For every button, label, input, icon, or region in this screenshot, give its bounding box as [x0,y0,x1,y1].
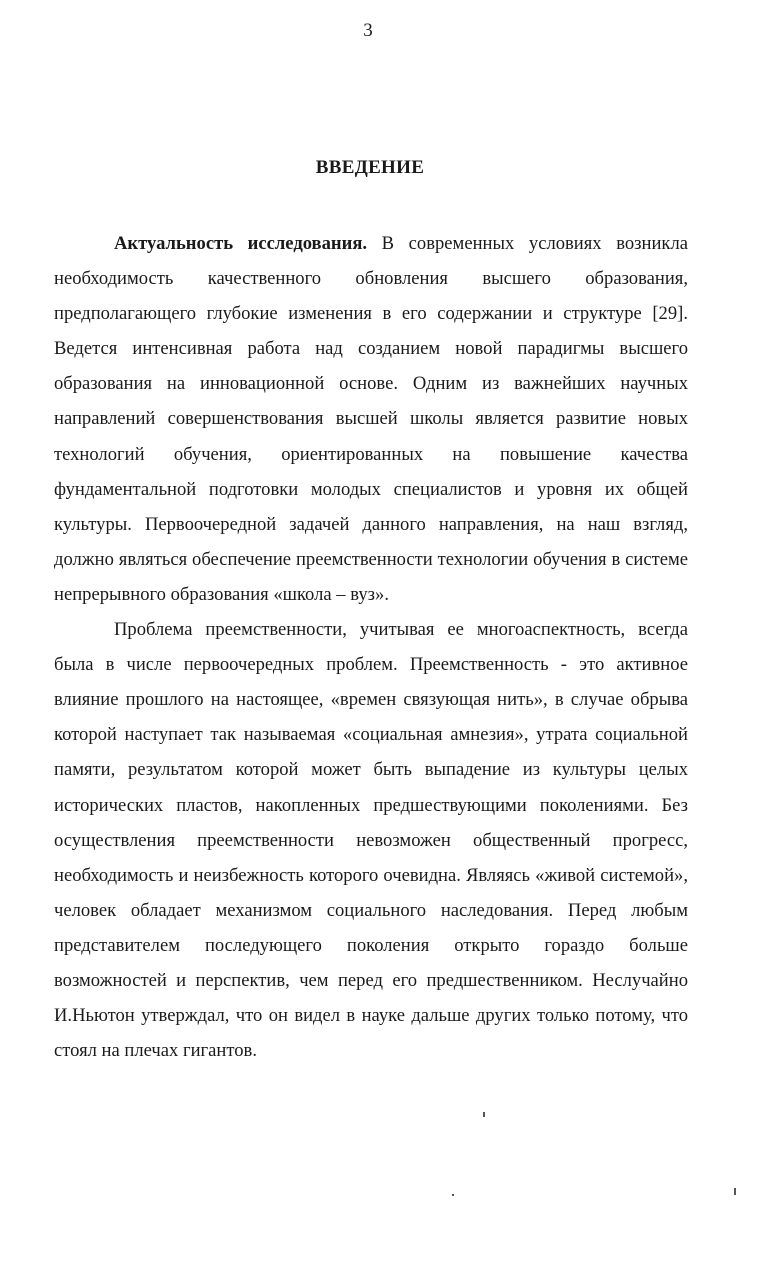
paragraph-text: В современных условиях возникла необходимость качественного обновления высшего образования, предполагающего глубокие изменения в его содержании и структуре [29]. Ведется интенсивная работа над созданием новой парадигмы высшего образования на инновационной основе. Одним из важнейших научных направлений совершенствования высшей школы является развитие новых технологий обучения, ориентированных на повышение качества фундаментальной подготовки молодых специалистов и уровня их общей культуры. Первоочередной задачей данного направления, на наш взгляд, должно являться обеспечение преемственности технологии обучения в системе непрерывного образования «школа – вуз». [54,233,688,605]
page-number: 3 [363,20,373,41]
scan-speck [452,1194,454,1196]
section-heading: ВВЕДЕНИЕ [315,157,425,178]
paragraph-lead: Актуальность исследования. [114,233,368,254]
scan-speck [734,1188,736,1195]
body-text [54,226,688,1068]
paragraph-text: Проблема преемственности, учитывая ее многоаспектность, всегда была в числе первоочередных проблем. Преемственность - это активное влияние прошлого на настоящее, «времен связующая нить», в случае обрыва которой наступает так называемая «социальная амнезия», утрата социальной памяти, результатом которой может быть выпадение из культуры целых исторических пластов, накопленных предшествующими поколениями. Без осуществления преемственности невозможен общественный прогресс, необходимость и неизбежность которого очевидна. Являясь «живой системой», человек обладает механизмом социального наследования. Перед любым представителем последующего поколения открыто гораздо больше возможностей и перспектив, чем перед его предшественником. Неслучайно И.Ньютон утверждал, что он видел в науке дальше других только потому, что стоял на плечах гигантов. [54,619,688,1062]
scan-speck [483,1112,485,1117]
paragraph-continuity [54,612,688,1068]
paragraph-relevance [54,226,688,612]
